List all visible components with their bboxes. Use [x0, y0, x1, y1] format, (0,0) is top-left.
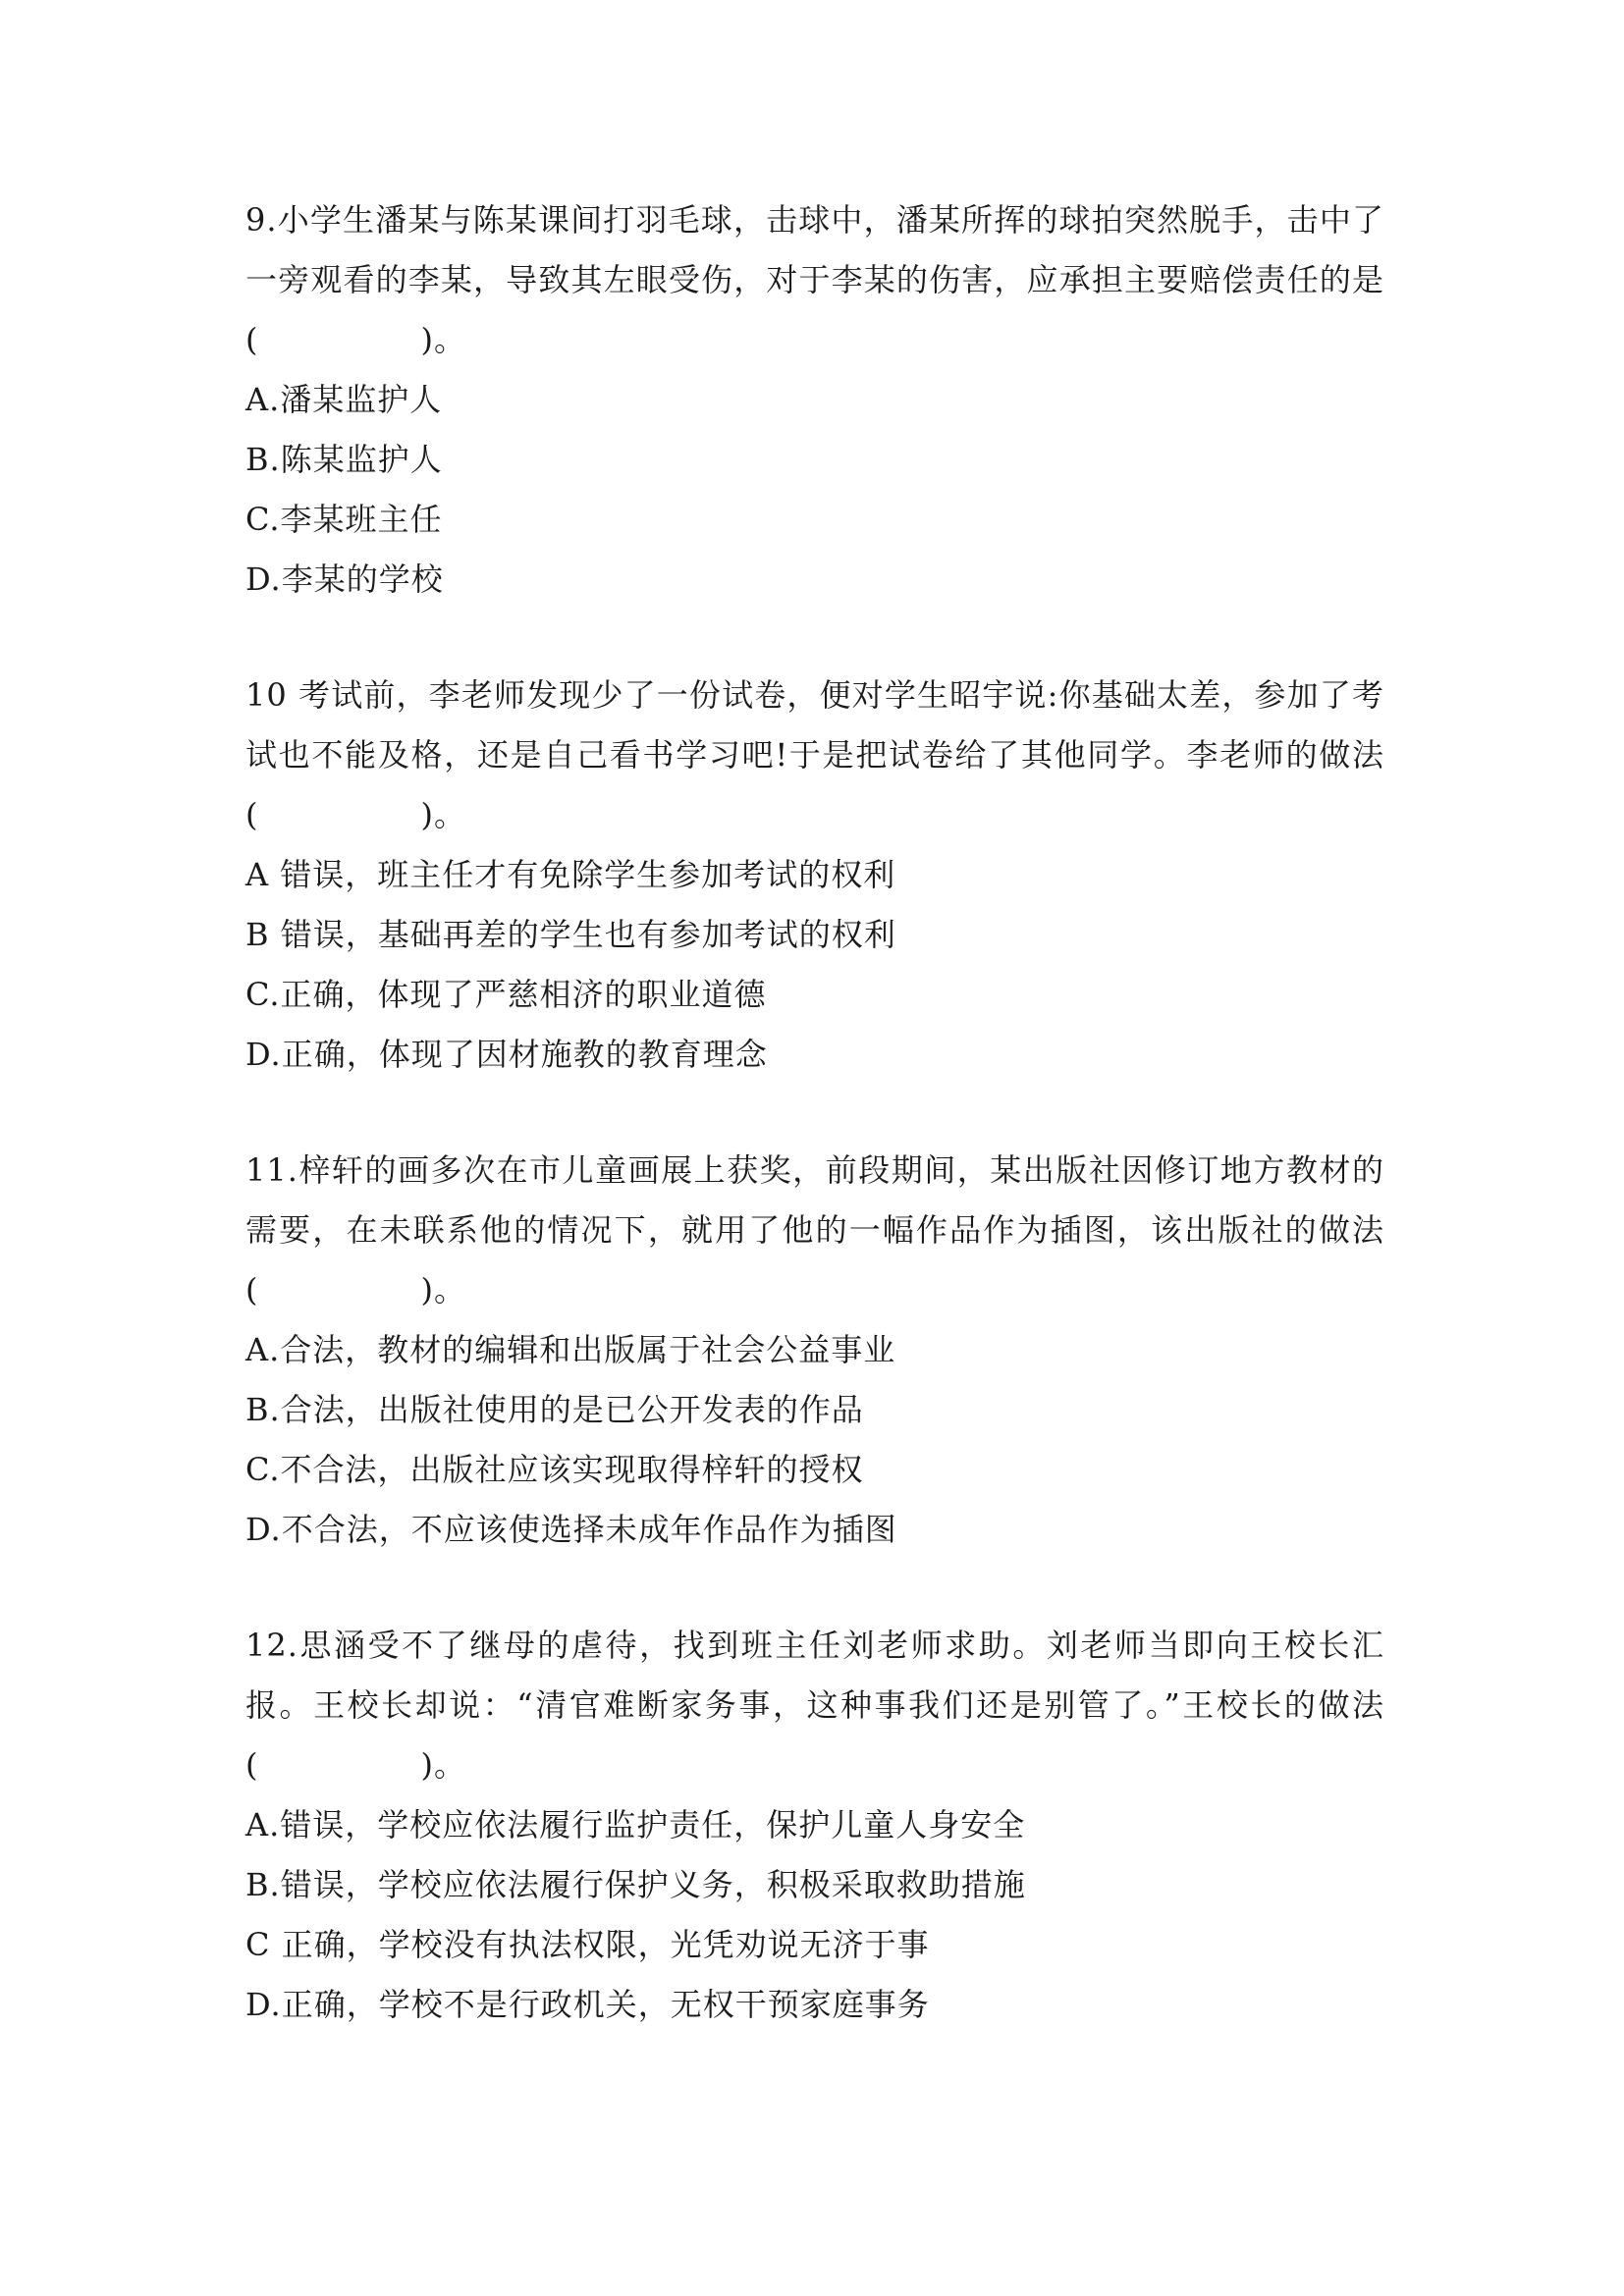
- option-d: D.不合法，不应该使选择未成年作品作为插图: [245, 1511, 897, 1548]
- option-c: C 正确，学校没有执法权限，光凭劝说无济于事: [245, 1926, 930, 1963]
- option-b: B 错误，基础再差的学生也有参加考试的权利: [245, 916, 896, 953]
- option-list: [245, 1795, 1384, 2035]
- question-10: [245, 666, 1384, 1085]
- option-c: C.不合法，出版社应该实现取得梓轩的授权: [245, 1451, 864, 1488]
- option-d: D.李某的学校: [245, 561, 444, 598]
- question-stem: 10 考试前，李老师发现少了一份试卷，便对学生昭宇说:你基础太差，参加了考试也不能及格，还是自己看书学习吧!于是把试卷给了其他同学。李老师的做法( )。: [245, 676, 1384, 833]
- option-d: D.正确，学校不是行政机关，无权干预家庭事务: [245, 1986, 930, 2023]
- question-9: [245, 190, 1384, 610]
- option-b: B.错误，学校应依法履行保护义务，积极采取救助措施: [245, 1866, 1026, 1903]
- question-stem: 11.梓轩的画多次在市儿童画展上获奖，前段期间，某出版社因修订地方教材的需要，在未联系他的情况下，就用了他的一幅作品作为插图，该出版社的做法( )。: [245, 1151, 1384, 1308]
- option-list: [245, 1320, 1384, 1560]
- question-11: [245, 1141, 1384, 1560]
- option-list: [245, 370, 1384, 610]
- option-a: A 错误，班主任才有免除学生参加考试的权利: [245, 856, 896, 893]
- option-a: A.合法，教材的编辑和出版属于社会公益事业: [245, 1331, 896, 1368]
- option-c: C.李某班主任: [245, 501, 443, 538]
- option-c: C.正确，体现了严慈相济的职业道德: [245, 976, 767, 1013]
- question-12: [245, 1616, 1384, 2035]
- option-b: B.陈某监护人: [245, 441, 443, 478]
- option-a: A.潘某监护人: [245, 381, 443, 418]
- option-d: D.正确，体现了因材施教的教育理念: [245, 1036, 768, 1073]
- option-a: A.错误，学校应依法履行监护责任，保护儿童人身安全: [245, 1806, 1026, 1843]
- question-stem: 9.小学生潘某与陈某课间打羽毛球，击球中，潘某所挥的球拍突然脱手，击中了一旁观看的李某，导致其左眼受伤，对于李某的伤害，应承担主要赔偿责任的是( )。: [245, 201, 1384, 358]
- question-stem: 12.思涵受不了继母的虐待，找到班主任刘老师求助。刘老师当即向王校长汇报。王校长却说：“清官难断家务事，这种事我们还是别管了。”王校长的做法( )。: [245, 1627, 1384, 1784]
- option-b: B.合法，出版社使用的是已公开发表的作品: [245, 1391, 864, 1428]
- option-list: [245, 845, 1384, 1085]
